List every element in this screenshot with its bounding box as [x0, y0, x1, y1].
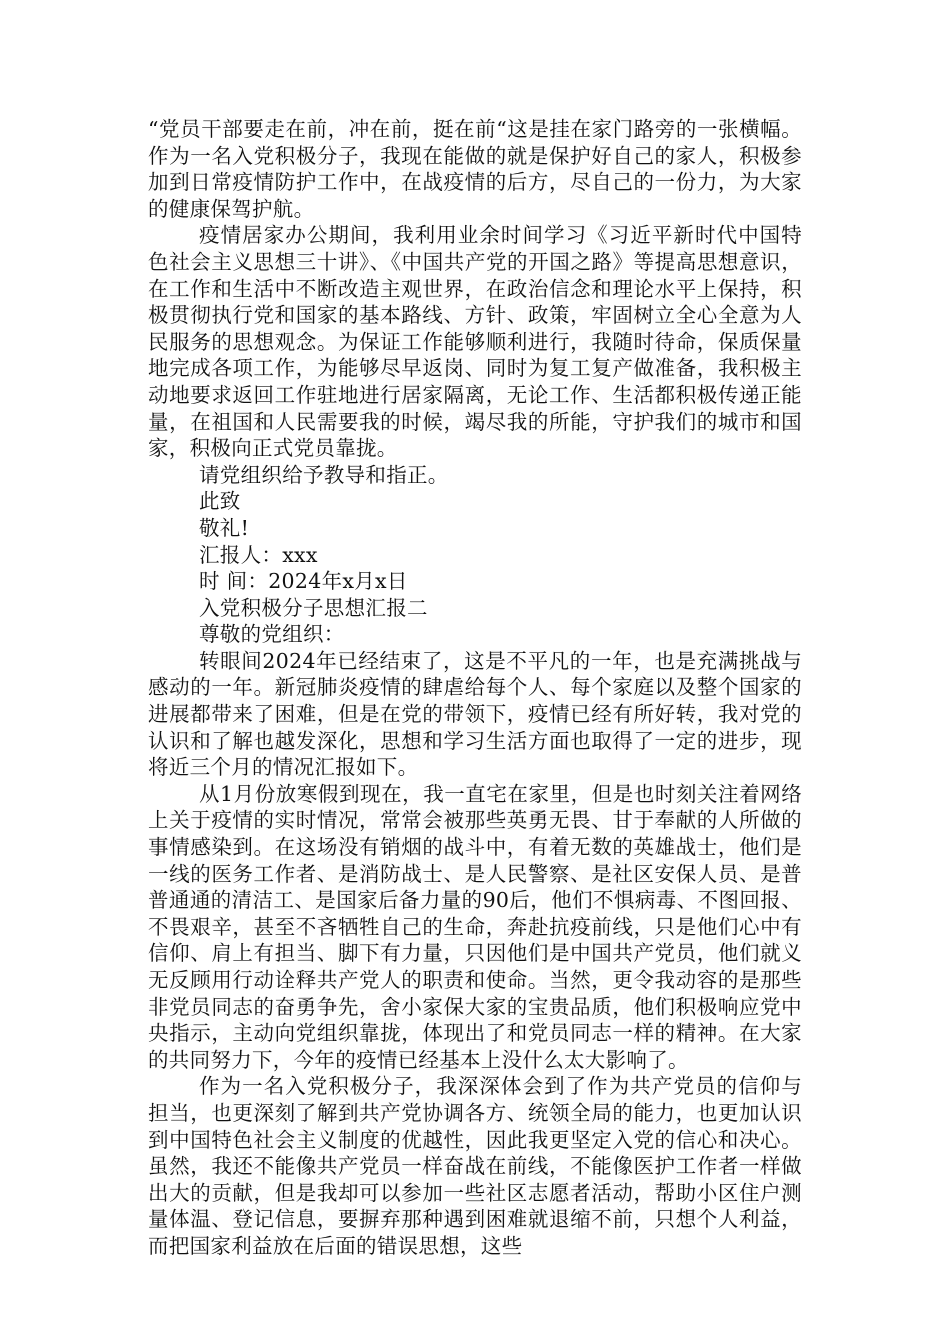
closing-respect: 敬礼!: [199, 515, 250, 540]
reporter-line: 汇报人：xxx: [199, 542, 318, 567]
paragraph-banner: “党员干部要走在前，冲在前，挺在前“这是挂在家门路旁的一张横幅。作为一名入党积极分子，我现在能做的就是保护好自己的家人，积极参加到日常疫情防护工作中，在战疫情的后方，尽自己的一份力，为大家的健康保驾护航。: [148, 117, 802, 221]
report-two-greeting: 尊敬的党组织：: [199, 622, 345, 647]
closing-salutation: 此致: [199, 489, 241, 514]
closing-request: 请党组织给予教导和指正。: [199, 462, 449, 487]
date-line: 时 间：2024年x月x日: [199, 569, 408, 594]
paragraph-epidemic-heroes: 从1月份放寒假到现在，我一直宅在家里，但是也时刻关注着网络上关于疫情的实时情况，常常会被那些英勇无畏、甘于奉献的人所做的事情感染到。在这场没有销烟的战斗中，有着无数的英雄战士，他们是一线的医务工作者、是消防战士、是人民警察、是社区安保人员、是普普通通的清洁工、是国家后备力量的90后，他们不惧病毒、不图回报、不畏艰辛，甚至不吝牺牲自己的生命，奔赴抗疫前线，只是他们心中有信仰、肩上有担当、脚下有力量，只因他们是中国共产党员，他们就义无反顾用行动诠释共产党人的职责和使命。当然，更令我动容的是那些非党员同志的奋勇争先，舍小家保大家的宝贵品质，他们积极响应党中央指示，主动向党组织靠拢，体现出了和党员同志一样的精神。在大家的共同努力下，今年的疫情已经基本上没什么太大影响了。: [148, 781, 802, 1072]
paragraph-year-summary: 转眼间2024年已经结束了，这是不平凡的一年，也是充满挑战与感动的一年。新冠肺炎疫情的肆虐给每个人、每个家庭以及整个国家的进展都带来了困难，但是在党的带领下，疫情已经有所好转，我对党的认识和了解也越发深化，思想和学习生活方面也取得了一定的进步，现将近三个月的情况汇报如下。: [148, 648, 802, 780]
report-two-title: 入党积极分子思想汇报二: [199, 595, 428, 620]
paragraph-home-office-study: 疫情居家办公期间，我利用业余时间学习《习近平新时代中国特色社会主义思想三十讲》、《中国共产党的开国之路》等提高思想意识，在工作和生活中不断改造主观世界，在政治信念和理论水平上保持，积极贯彻执行党和国家的基本路线、方针、政策，牢固树立全心全意为人民服务的思想观念。为保证工作能够顺利进行，我随时待命，保质保量地完成各项工作，为能够尽早返岗、同时为复工复产做准备，我积极主动地要求返回工作驻地进行居家隔离，无论工作、生活都积极传递正能量，在祖国和人民需要我的时候，竭尽我的所能，守护我们的城市和国家，积极向正式党员靠拢。: [148, 223, 802, 461]
paragraph-activist-reflection: 作为一名入党积极分子，我深深体会到了作为共产党员的信仰与担当，也更深刻了解到共产党协调各方、统领全局的能力，也更加认识到中国特色社会主义制度的优越性，因此我更坚定入党的信心和决心。虽然，我还不能像共产党员一样奋战在前线，不能像医护工作者一样做出大的贡献，但是我却可以参加一些社区志愿者活动，帮助小区住户测量体温、登记信息，要摒弃那种遇到困难就退缩不前，只想个人利益，而把国家利益放在后面的错误思想，这些: [148, 1074, 802, 1258]
